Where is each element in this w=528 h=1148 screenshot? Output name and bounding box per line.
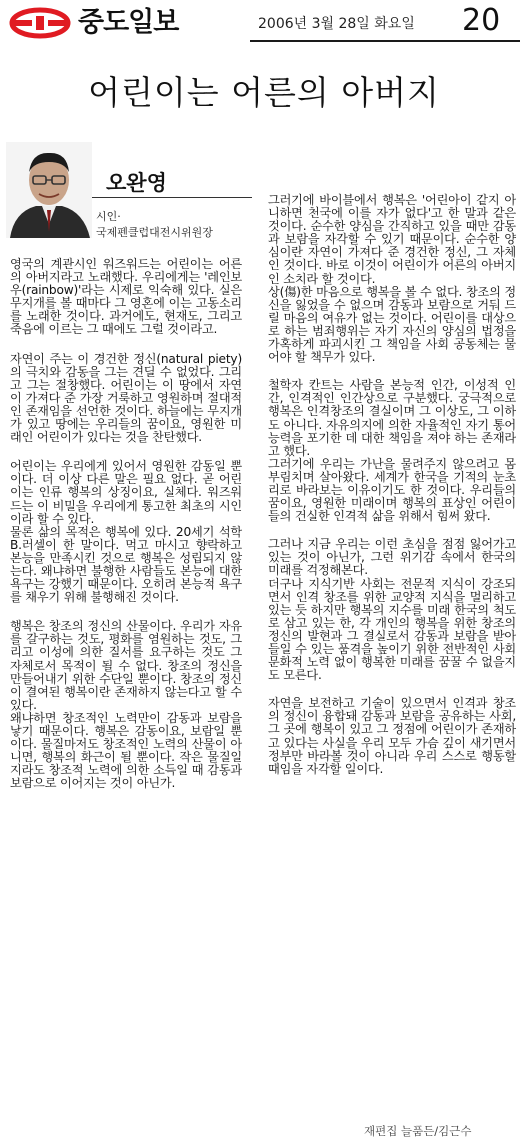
article-column-left	[10, 258, 242, 806]
article-headline: 어린이는 어른의 아버지	[88, 73, 440, 112]
article-paragraph: 자연을 보전하고 기술이 있으면서 인격과 창조의 정신이 융합돼 감동과 보람을 공유하는 사회, 그 곳에 행복이 있고 그 정점에 어린이가 존재하고 있다는 사실을 우리 모두 가슴 깊이 새기면서 정부만 바라볼 것이 아니라 우리 스스로 행동할 때임을 자각할 일이다.	[268, 696, 516, 776]
article-paragraph: 영국의 계관시인 워즈워드는 어린이는 어른의 아버지라고 노래했다. 우리에게는 '레인보우(rainbow)'라는 시제로 익숙해 있다. 실은 무지개를 볼 때마다 그 영혼에 이는 고동소리를 노래한 것이다. 과거에도, 현재도, 그리고 죽음에 이르는 그 때에도 그럴 것이라고.	[10, 257, 242, 337]
article-paragraph: 행복은 창조의 정신의 산물이다. 우리가 자유를 갈구하는 것도, 평화를 염원하는 것도, 그리고 이성에 의한 질서를 요구하는 것도 그 자체로서 목적이 될 수 없다. 창조의 정신을 만들어내기 위한 수단일 뿐이다. 창조의 정신이 결여된 행복이란 존재하지 않는다고 할 수 있다. 왜냐하면 창조적인 노력만이 감동과 보람을 낳기 때문이다. 행복은 감동이요, 보람일 뿐이다. 물질마저도 창조적인 노력의 산물이 아니면, 행복의 화근이 될 뿐이다. 작은 물질일지라도 창조적 노력에 의한 소득일 때 감동과 보람으로 이어지는 것이 아닌가.	[10, 619, 242, 791]
editor-credit: 재편집 늘품든/김근수	[364, 1124, 472, 1138]
issue-date: 2006년 3월 28일 화요일	[258, 16, 415, 32]
article-paragraph: 철학자 칸트는 사람을 본능적 인간, 이성적 인간, 인격적인 인간상으로 구분했다. 궁극적으로 행복은 인격창조의 결실이며 그 이상도, 그 이하도 아니다. 자유의지에 의한 자율적인 자기 통어능력을 포기한 데 대한 책임을 져야 하는 존재라고 했다. 그러기에 우리는 가난을 물려주지 않으려고 몸부림치며 살아왔다. 세계가 한국을 기적의 눈초리로 바라보는 이유이기도 한 것이다. 우리들의 꿈이요, 영원한 미래이며 행복의 표상인 어린이들의 건실한 인격적 삶을 위해서 힘써 왔다.	[268, 378, 516, 524]
newspaper-logo-icon	[8, 6, 72, 40]
article-paragraph: 어린이는 우리에게 있어서 영원한 감동일 뿐이다. 더 이상 다른 말은 필요 없다. 곧 어린이는 인류 행복의 상징이요, 실체다. 워즈워드는 이 비밀을 우리에게 통고한 최초의 시인이라 할 수 있다. 물론 삶의 목적은 행복에 있다. 20세기 석학 B.러셀이 한 말이다. 먹고 마시고 향락하고 본능을 만족시킨 것으로 행복은 성립되지 않는다. 왜냐하면 불행한 사람들도 본능에 대한 욕구는 강했기 때문이다. 오히려 본능적 욕구를 채우기 위해 불행해진 것이다.	[10, 459, 242, 605]
author-organization: 국제펜클럽대전시위원장	[96, 226, 213, 239]
author-role: 시인·	[96, 210, 121, 223]
article-paragraph: 그러나 지금 우리는 이런 초심을 점점 잃어가고 있는 것이 아닌가, 그런 위기감 속에서 한국의 미래를 걱정해본다. 더구나 지식기반 사회는 전문적 지식이 강조되면서 인격 창조를 위한 교양적 지식을 멀리하고 있는 듯 하지만 행복의 지수를 미래 한국의 척도로 삼고 있는 한, 각 개인의 행복을 위한 창조의 정신의 발현과 그 결실로서 감동과 보람을 받아들일 수 있는 품격을 높이기 위한 전반적인 사회 문화적 노력 없이 행복한 미래를 꿈꿀 수 없을지도 모른다.	[268, 537, 516, 683]
author-photo	[6, 142, 92, 238]
article-paragraph: 자연이 주는 이 경건한 정신(natural piety)의 극치와 감동을 그는 견딜 수 없었다. 그리고 그는 절창했다. 어린이는 이 땅에서 자연이 가져다 준 가장 거룩하고 영원하며 절대적인 존재임을 선언한 것이다. 하늘에는 무지개가 있고 땅에는 우리들의 꿈이요, 영원한 미래인 어린이가 있다는 것을 찬탄했다.	[10, 351, 242, 445]
masthead-rule	[250, 40, 520, 42]
paper-name: 중도일보	[78, 7, 179, 38]
page-number: 20	[462, 3, 501, 38]
masthead	[0, 0, 528, 46]
author-name: 오완영	[106, 171, 167, 195]
author-divider	[92, 197, 252, 198]
article-column-right	[268, 194, 516, 791]
article-paragraph: 그러기에 바이블에서 행복은 '어린아이 같지 아니하면 천국에 이를 자가 없다'고 한 말과 같은 것이다. 순수한 양심을 간직하고 있을 때만 감동과 보람을 자각할 수 있기 때문이다. 순수한 양심이란 자연이 가져다 준 경건한 정신, 그 자체인 것이다. 바로 이것이 어린이가 어른의 아버지인 소치라 할 것이다. 상(傷)한 마음으로 행복을 볼 수 없다. 창조의 정신을 잃었을 수 없으며 감동과 보람으로 거둬 드릴 마음의 여유가 없는 것이다. 어린이를 대상으로 하는 범죄행위는 자기 자신의 양심의 법정을 가혹하게 파괴시킨 그 책임을 사회 공동체는 물어야 할 책무가 있다.	[268, 193, 516, 365]
